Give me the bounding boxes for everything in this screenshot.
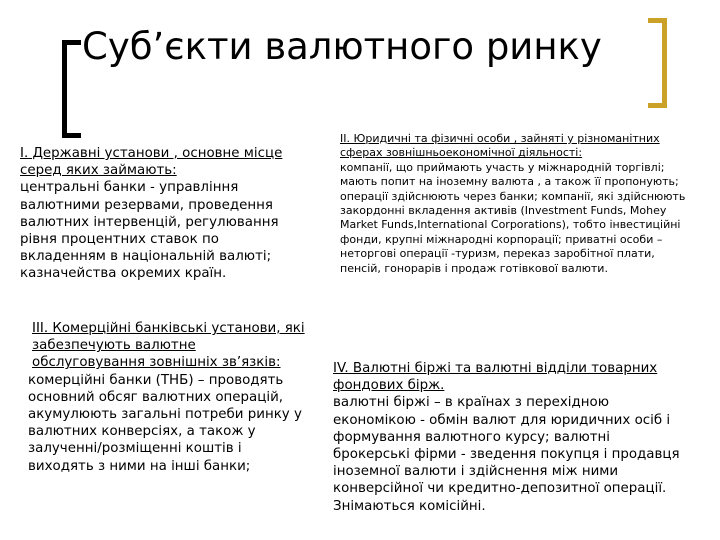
currency-exchanges-text: валютні біржі – в країнах з перехідною економікою - обмін валют для юридичних осіб і формування валютного курсу; валютні брокерські фірми - зведення покупця і продавця іноземної валюти і здійснення між ними конверсійної чи кредитно-депозитної операції. Знімаються комісійні. <box>333 395 680 514</box>
legal-persons-block <box>340 132 696 276</box>
commercial-banks-text: комерційні банки (ТНБ) – проводять основний обсяг валютних операцій, акумулюють загальні потреби ринку у валютних конверсіях, а також у залученні/розміщенні коштів і виходять з ними на інші банки; <box>28 372 302 474</box>
commercial-banks-block <box>28 320 306 475</box>
state-institutions-heading: I. Державні установи , основне місце серед яких займають: <box>20 146 283 179</box>
state-institutions-text: центральні банки - управління валютними резервами, проведення валютних інтервенцій, регулювання рівня процентних ставок по вкладенням в національній валюті; казначейства окремих країн. <box>20 180 279 282</box>
currency-exchanges-block <box>333 360 683 515</box>
legal-persons-heading: II. Юридичні та фізичні особи , зайняті у різноманітних сферах зовнішньоекономічної діяльності: <box>340 132 660 160</box>
legal-persons-text: компанії, що приймають участь у міжнародній торгівлі; мають попит на іноземну валюта , а також її пропонують; операції здійснюють через банки; компанії, які здійснюють закордонні вкладення активів (Investment Funds, Mohey Market Funds,International Corporations), тобто інвестиційні фонди, крупні міжнародні корпорації; приватні особи – неторгові операції -туризм, переказ заробітної плати, пенсій, гонорарів і продаж готівкової валюти. <box>340 160 686 275</box>
title-bracket-left <box>62 40 81 138</box>
currency-exchanges-heading: IV. Валютні біржі та валютні відділи товарних фондових бірж. <box>333 361 658 394</box>
slide-title: Суб’єкти валютного ринку <box>82 25 602 68</box>
state-institutions-block <box>20 145 305 283</box>
commercial-banks-heading: III. Комерційні банківські установи, які забезпечують валютне обслуговування зовнішніх зв’язків: <box>32 321 305 371</box>
title-bracket-right <box>648 18 667 108</box>
